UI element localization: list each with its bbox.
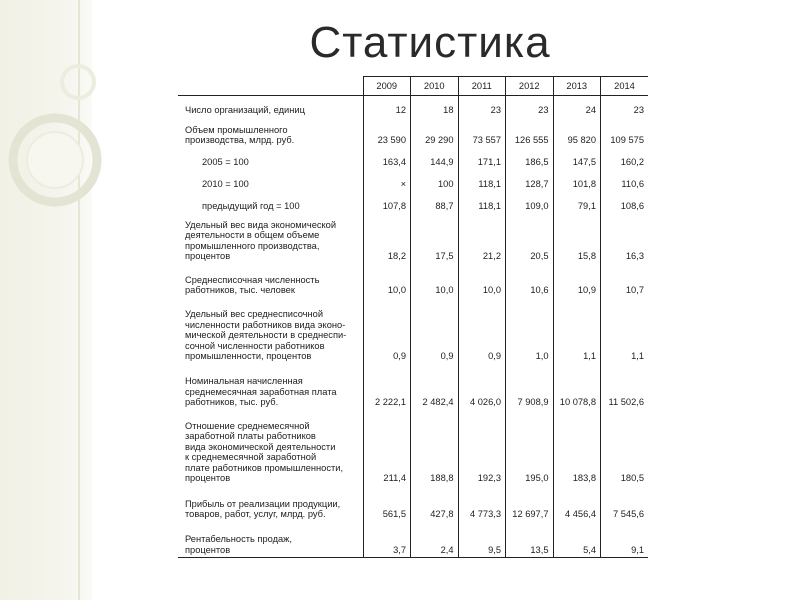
value-cell: 23 (506, 96, 554, 118)
value-cell: 171,1 (458, 148, 506, 170)
value-cell: 15,8 (553, 214, 601, 264)
slide-title: Статистика (309, 18, 551, 67)
statistics-table-container (178, 76, 648, 578)
table-row (178, 410, 648, 486)
row-label: Прибыль от реализации продукции, товаров, работ, услуг, млрд. руб. (185, 498, 341, 519)
value-cell: 23 590 (363, 118, 411, 148)
value-cell: 7 545,6 (601, 486, 649, 522)
value-cell: 0,9 (458, 298, 506, 364)
value-cell: 1,0 (506, 298, 554, 364)
value-cell: 188,8 (411, 410, 459, 486)
value-cell: 561,5 (363, 486, 411, 522)
table-row (178, 118, 648, 148)
year-header: 2009 (363, 77, 411, 96)
value-cell: 29 290 (411, 118, 459, 148)
value-cell: 211,4 (363, 410, 411, 486)
value-cell: 79,1 (553, 192, 601, 214)
value-cell: 118,1 (458, 170, 506, 192)
year-header: 2014 (601, 77, 649, 96)
year-header: 2011 (458, 77, 506, 96)
table-body (178, 96, 648, 558)
row-label: Среднесписочная численность работников, тыс. человек (185, 274, 320, 295)
value-cell: 21,2 (458, 214, 506, 264)
value-cell: 186,5 (506, 148, 554, 170)
value-cell: 10,7 (601, 264, 649, 298)
value-cell: 1,1 (601, 298, 649, 364)
year-header: 2012 (506, 77, 554, 96)
value-cell: 109,0 (506, 192, 554, 214)
value-cell: 147,5 (553, 148, 601, 170)
table-row (178, 148, 648, 170)
value-cell: 195,0 (506, 410, 554, 486)
row-label: Номинальная начисленная среднемесячная заработная плата работников, тыс. руб. (185, 376, 337, 407)
table-row (178, 214, 648, 264)
table-row (178, 522, 648, 558)
value-cell: 4 026,0 (458, 364, 506, 410)
row-label: 2010 = 100 (202, 179, 249, 189)
value-cell: 126 555 (506, 118, 554, 148)
value-cell: 128,7 (506, 170, 554, 192)
table-row (178, 486, 648, 522)
row-label: 2005 = 100 (202, 157, 249, 167)
table-row (178, 364, 648, 410)
value-cell: 0,9 (363, 298, 411, 364)
table-row (178, 264, 648, 298)
value-cell: 13,5 (506, 522, 554, 558)
value-cell: 23 (458, 96, 506, 118)
row-label: Удельный вес среднесписочной численности работников вида эконо- мической деятельности в среднеспи- сочной численности работников промышленности, процентов (185, 309, 347, 361)
value-cell: 2 482,4 (411, 364, 459, 410)
decorative-circles (0, 60, 110, 250)
value-cell: 10 078,8 (553, 364, 601, 410)
row-label: предыдущий год = 100 (202, 201, 300, 211)
table-header-row (178, 77, 648, 96)
value-cell: 9,1 (601, 522, 649, 558)
value-cell: 18,2 (363, 214, 411, 264)
year-header: 2010 (411, 77, 459, 96)
value-cell: 110,6 (601, 170, 649, 192)
row-label: Удельный вес вида экономической деятельности в общем объеме промышленного производства, процентов (185, 219, 337, 261)
table-row (178, 96, 648, 118)
value-cell: 23 (601, 96, 649, 118)
row-label: Отношение среднемесячной заработной платы работников вида экономической деятельности к среднемесячной заработной плате работников промышленности, процентов (185, 420, 344, 483)
value-cell: 192,3 (458, 410, 506, 486)
value-cell: 18 (411, 96, 459, 118)
value-cell: 12 697,7 (506, 486, 554, 522)
table-row (178, 170, 648, 192)
header-blank-cell (178, 77, 363, 96)
value-cell: 5,4 (553, 522, 601, 558)
value-cell: 108,6 (601, 192, 649, 214)
value-cell: 101,8 (553, 170, 601, 192)
value-cell: 183,8 (553, 410, 601, 486)
value-cell: 163,4 (363, 148, 411, 170)
value-cell: 12 (363, 96, 411, 118)
table-row (178, 192, 648, 214)
value-cell: 9,5 (458, 522, 506, 558)
value-cell: 1,1 (553, 298, 601, 364)
value-cell: 118,1 (458, 192, 506, 214)
value-cell: 20,5 (506, 214, 554, 264)
value-cell: 0,9 (411, 298, 459, 364)
value-cell: 10,0 (411, 264, 459, 298)
value-cell: 180,5 (601, 410, 649, 486)
value-cell: 3,7 (363, 522, 411, 558)
row-label: Рентабельность продаж, процентов (178, 522, 363, 558)
value-cell: 427,8 (411, 486, 459, 522)
value-cell: 17,5 (411, 214, 459, 264)
value-cell: 7 908,9 (506, 364, 554, 410)
value-cell: 144,9 (411, 148, 459, 170)
value-cell: 10,0 (363, 264, 411, 298)
value-cell: 24 (553, 96, 601, 118)
value-cell: 95 820 (553, 118, 601, 148)
value-cell: 73 557 (458, 118, 506, 148)
value-cell: 160,2 (601, 148, 649, 170)
row-label: Число организаций, единиц (185, 105, 305, 115)
value-cell: 100 (411, 170, 459, 192)
value-cell: 10,6 (506, 264, 554, 298)
table-row (178, 298, 648, 364)
value-cell: 2 222,1 (363, 364, 411, 410)
value-cell: 10,0 (458, 264, 506, 298)
value-cell: 2,4 (411, 522, 459, 558)
statistics-table (178, 76, 648, 558)
value-cell: 4 456,4 (553, 486, 601, 522)
value-cell: 109 575 (601, 118, 649, 148)
year-header: 2013 (553, 77, 601, 96)
value-cell: 107,8 (363, 192, 411, 214)
value-cell: 10,9 (553, 264, 601, 298)
value-cell: 88,7 (411, 192, 459, 214)
value-cell: 16,3 (601, 214, 649, 264)
value-cell: 4 773,3 (458, 486, 506, 522)
value-cell: × (363, 170, 411, 192)
row-label: Объем промышленного производства, млрд. руб. (185, 124, 295, 145)
value-cell: 11 502,6 (601, 364, 649, 410)
